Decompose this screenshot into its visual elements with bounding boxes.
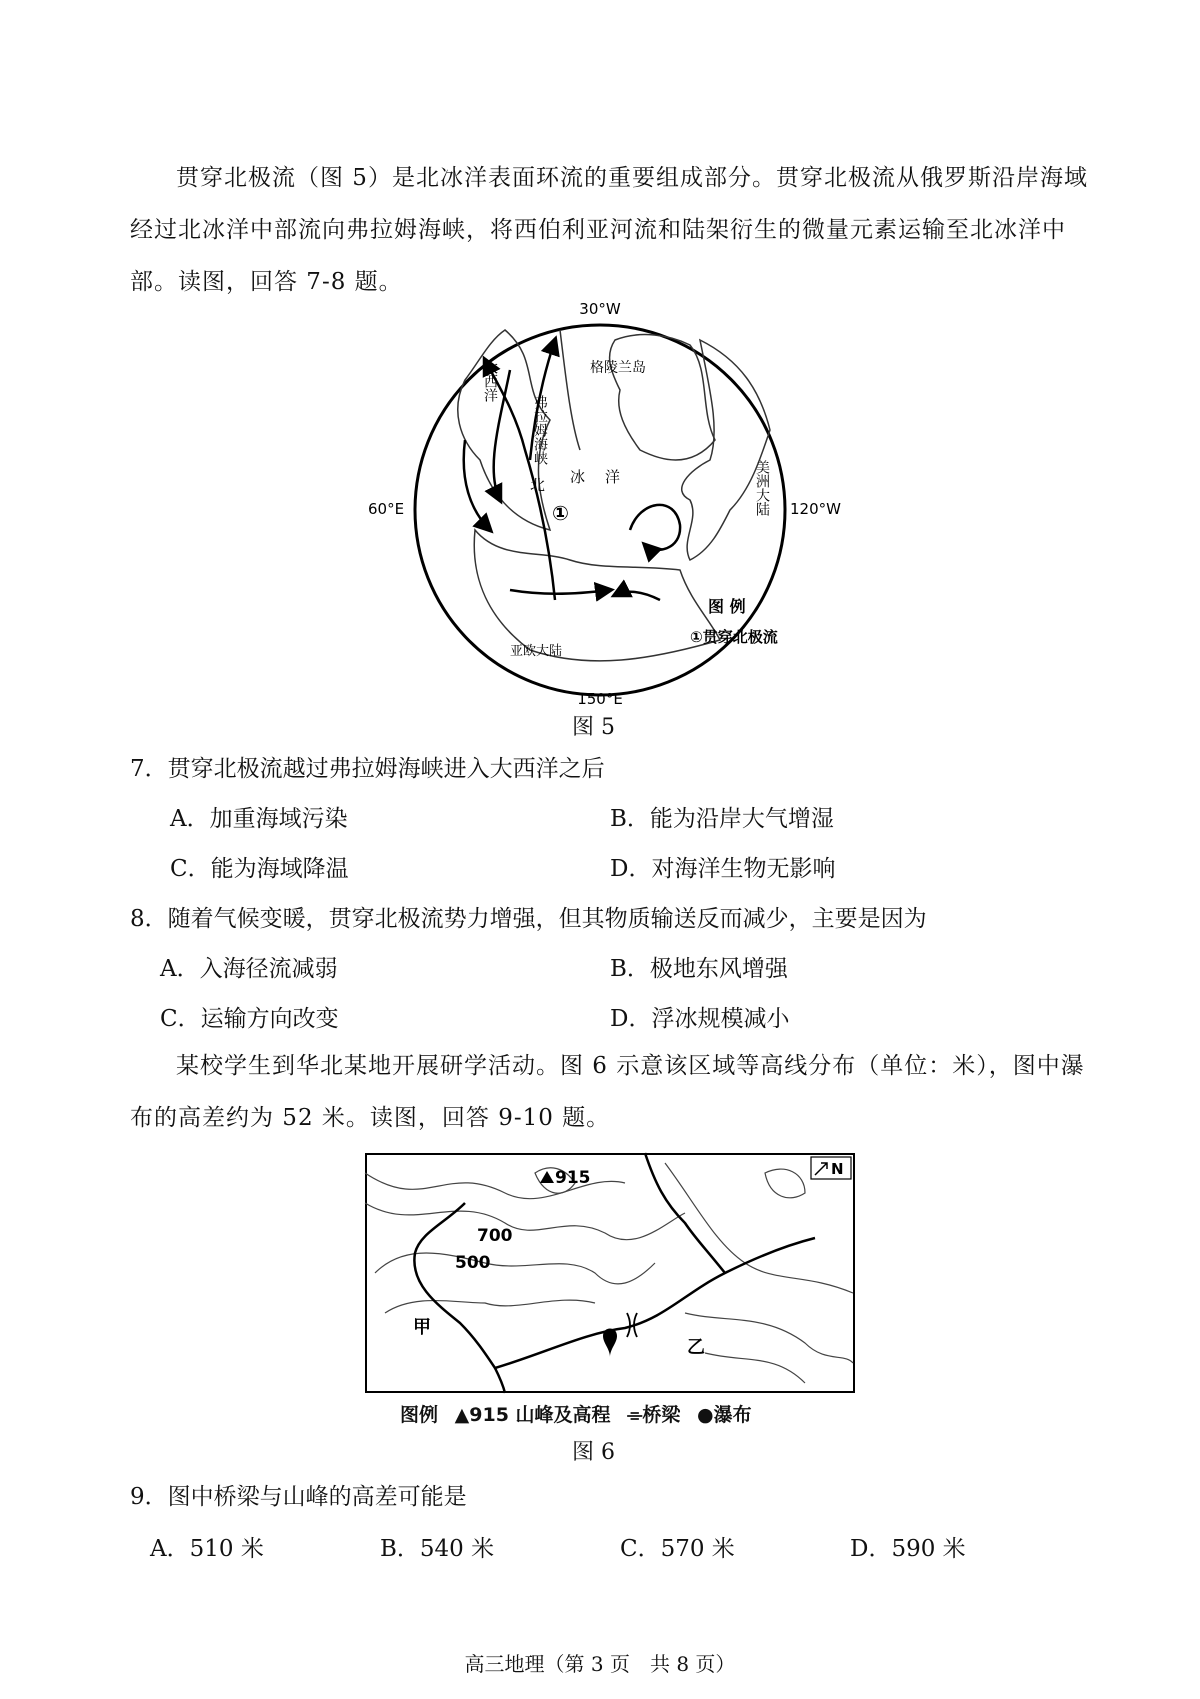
question-8-stem: 8．随着气候变暖，贯穿北极流势力增强，但其物质输送反而减少，主要是因为 xyxy=(130,906,927,932)
question-7-option-a[interactable]: A．加重海域污染 xyxy=(170,806,348,832)
arctic-label-2: 冰 xyxy=(570,468,586,486)
question-9-option-c[interactable]: C．570 米 xyxy=(620,1536,735,1562)
figure-5-map xyxy=(368,300,850,710)
legend-bridge-label: 桥梁 xyxy=(642,1404,681,1426)
norway-current-arrow xyxy=(464,440,490,530)
lon-bottom-label: 150°E xyxy=(577,690,623,708)
question-9-stem: 9．图中桥梁与山峰的高差可能是 xyxy=(130,1484,467,1510)
legend-item-5: ①贯穿北极流 xyxy=(690,628,778,646)
question-9-option-d[interactable]: D．590 米 xyxy=(850,1536,966,1562)
question-8-option-c[interactable]: C．运输方向改变 xyxy=(160,1006,339,1032)
legend-waterfall-label: 瀑布 xyxy=(713,1404,752,1426)
lon-left-label: 60°E xyxy=(368,500,405,518)
figure-6-legend xyxy=(400,1400,752,1427)
question-8-option-d[interactable]: D．浮冰规模减小 xyxy=(610,1006,790,1032)
page-footer: 高三地理（第 3 页 共 8 页） xyxy=(464,1652,736,1676)
america-label: 美洲大陆 xyxy=(754,460,770,516)
legend-title-6: 图例 xyxy=(400,1404,439,1426)
intro-paragraph-1: 贯穿北极流（图 5）是北冰洋表面环流的重要组成部分。贯穿北极流从俄罗斯沿岸海域经过北冰洋中部流向弗拉姆海峡，将西伯利亚河流和陆架衍生的微量元素运输至北冰洋中部。读图，回答 7-8 题。 xyxy=(130,165,1088,295)
question-8-option-b[interactable]: B．极地东风增强 xyxy=(610,956,788,982)
arctic-label-1: 北 xyxy=(530,476,546,494)
figure-5-caption: 图 5 xyxy=(572,715,615,740)
coast-line xyxy=(560,330,580,450)
peak-symbol xyxy=(540,1171,554,1183)
arctic-label-3: 洋 xyxy=(605,468,621,486)
location-yi-label: 乙 xyxy=(687,1337,705,1358)
question-7-option-d[interactable]: D．对海洋生物无影响 xyxy=(610,856,836,882)
question-7-option-c[interactable]: C．能为海域降温 xyxy=(170,856,349,882)
eurasia-coast xyxy=(474,530,720,661)
waterfall-symbol xyxy=(603,1329,617,1358)
question-7-option-b[interactable]: B．能为沿岸大气增湿 xyxy=(610,806,834,832)
question-8-option-a[interactable]: A．入海径流减弱 xyxy=(160,956,338,982)
eurasia-label: 亚欧大陆 xyxy=(510,644,563,659)
peak-elevation-label: 915 xyxy=(555,1168,591,1188)
legend-peak-icon: ▲ xyxy=(454,1404,470,1426)
drift-marker-label: ① xyxy=(552,501,569,525)
location-jia-label: 甲 xyxy=(413,1317,431,1338)
legend-waterfall-icon: ● xyxy=(697,1404,714,1426)
contour-500-label: 500 xyxy=(455,1253,491,1273)
legend-peak-label: 915 山峰及高程 xyxy=(469,1404,611,1426)
legend-title-5: 图 例 xyxy=(708,597,746,616)
beaufort-gyre-arrow xyxy=(630,505,680,550)
legend-bridge-icon: ⌯ xyxy=(627,1404,643,1426)
atlantic-label: 大西洋 xyxy=(482,360,498,402)
siberian-shelf-arrow xyxy=(510,590,610,594)
lon-right-label: 120°W xyxy=(790,500,841,518)
figure-6-caption: 图 6 xyxy=(572,1440,615,1465)
question-9-option-b[interactable]: B．540 米 xyxy=(380,1536,495,1562)
figure-6-contour-map xyxy=(365,1153,855,1393)
north-label: N xyxy=(831,1160,844,1178)
greenland-label: 格陵兰岛 xyxy=(590,360,646,376)
contour-700-label: 700 xyxy=(477,1226,513,1246)
intro-paragraph-2: 某校学生到华北某地开展研学活动。图 6 示意该区域等高线分布（单位：米），图中瀑布的高差约为 52 米。读图，回答 9-10 题。 xyxy=(130,1053,1085,1131)
lon-top-label: 30°W xyxy=(579,300,621,318)
question-9-option-a[interactable]: A．510 米 xyxy=(150,1536,264,1562)
question-7-stem: 7．贯穿北极流越过弗拉姆海峡进入大西洋之后 xyxy=(130,756,605,782)
fram-strait-label: 弗拉姆海峡 xyxy=(532,395,548,465)
pacific-inflow-arrow xyxy=(615,592,660,600)
